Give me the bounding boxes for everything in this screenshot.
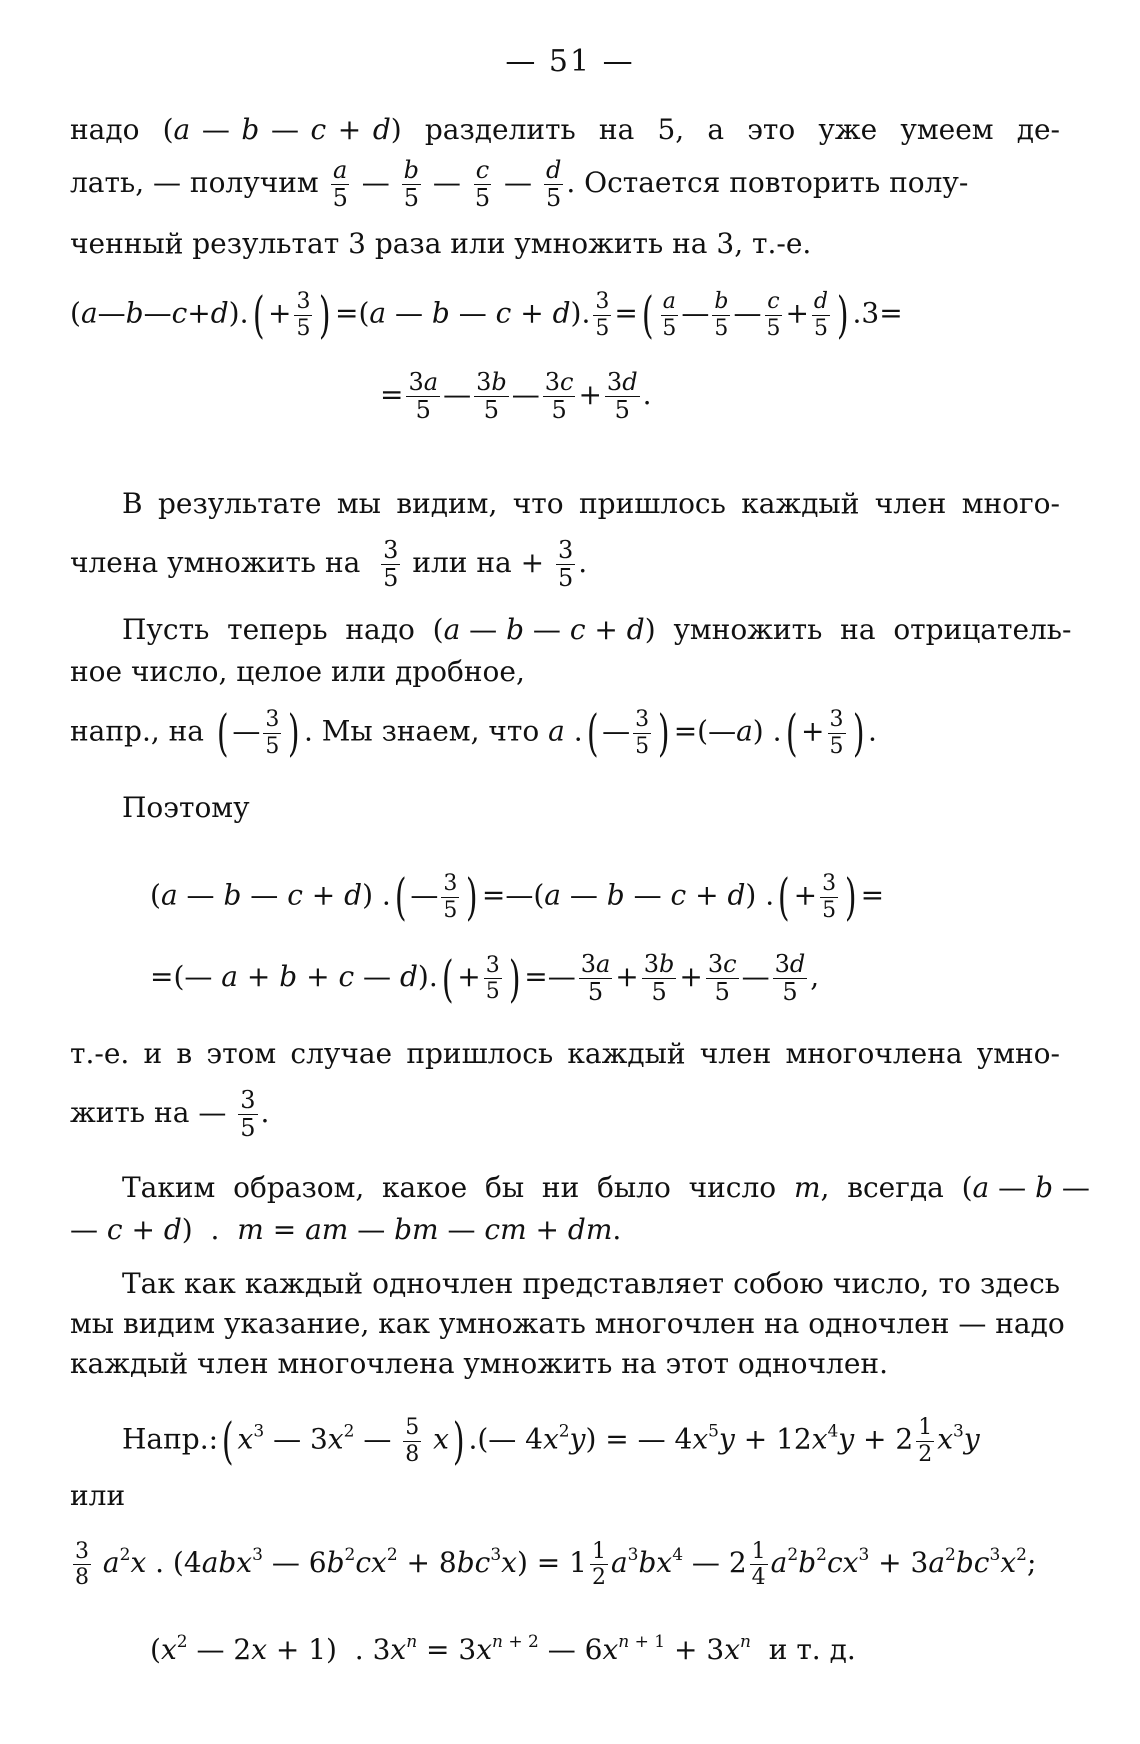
fraction-3-5: $\frac{3}{5}$ xyxy=(557,536,574,593)
equation-1-line-1: (a—b—c+d).( + $\frac{3}{5}$ ) =(a — b — c + d). $\frac{3}{5}$ =( $\frac{a}{5}$ — $\frac{b}{5}$ — $\frac{c}{5}$ + $\frac{d}{5}$ ) .3= xyxy=(70,286,903,344)
example-line-3: ($x^2$ — 2x + 1) . $3x^n = 3x^{n + 2}$ — $6x^{n + 1} + 3x^n$ и т. д. xyxy=(150,1632,856,1666)
equation-1-line-2: = $\frac{3a}{5}$ — $\frac{3b}{5}$ — $\frac{3c}{5}$ + $\frac{3d}{5}$ . xyxy=(380,368,652,425)
equation-2-line-2: =(— a + b + c — d).( + $\frac{3}{5}$ ) =— $\frac{3a}{5}$ + $\frac{3b}{5}$ + $\frac{3c}{5}$ — $\frac{3d}{5}$ , xyxy=(150,949,820,1008)
fraction-b-5: $\frac{b}{5}$ xyxy=(403,156,420,213)
text-line-ili: или xyxy=(70,1479,126,1512)
fraction-a-5: $\frac{a}{5}$ xyxy=(332,156,348,213)
example-line-2: $\frac{3}{8}$ $a^2x$ . (4abx$^3$ — $6b^2cx^2 + 8bc^3x) = 1$ $\frac{1}{2}$ $a^3bx^4$ — 2 $\frac{1}{4}$ $a^2b^2cx^3 + 3a^2bc^3x^2$; xyxy=(75,1539,1037,1591)
text-line-6: Пусть теперь надо (a — b — c + d) умножить на отрицатель- xyxy=(122,613,1072,646)
text-fragment: и т. д. xyxy=(768,1633,856,1666)
text-fragment: члена умножить на xyxy=(70,546,361,580)
text-fragment: лать, — получим xyxy=(70,166,319,200)
text-line-2: лать, — получим $\frac{a}{5}$ — $\frac{b}{5}$ — $\frac{c}{5}$ — $\frac{d}{5}$ . Остается повторить полу- xyxy=(70,156,969,213)
text-line-14: Так как каждый одночлен представляет собою число, то здесь xyxy=(122,1267,1060,1300)
text-fragment: или на xyxy=(412,546,512,580)
fraction-3-5: $\frac{3}{5}$ xyxy=(383,536,399,593)
text-line-10: т.-е. и в этом случае пришлось каждый член многочлена умно- xyxy=(70,1037,1060,1070)
equation-2-line-1: (a — b — c + d) .( — $\frac{3}{5}$ ) =—(a — b — c + d) .( + $\frac{3}{5}$ ) = xyxy=(150,868,885,926)
page-number: — 51 — xyxy=(505,44,635,79)
fraction-d-5: $\frac{d}{5}$ xyxy=(545,156,562,213)
text-line-11: жить на — $\frac{3}{5}$ . xyxy=(70,1086,270,1143)
text-line-1: надо (a — b — c + d) разделить на 5, а это уже умеем де- xyxy=(70,113,1060,146)
text-fragment: . Мы знаем, что xyxy=(303,714,540,748)
text-fragment: напр., на xyxy=(70,714,204,748)
example-label: Напр.: xyxy=(122,1422,219,1456)
text-line-15: мы видим указание, как умножать многочлен на одночлен — надо xyxy=(70,1307,1065,1340)
example-line: Напр.:( $x^3$ — $3x^2$ — $\frac{5}{8}$ x) .(— $4x^2y$) = — $4x^5y + 12x^4y + 2$ $\frac{1}{2}$ $x^3y$ xyxy=(122,1412,980,1470)
text-fragment: . Остается повторить полу- xyxy=(566,166,969,200)
fraction-c-5: $\frac{c}{5}$ xyxy=(474,156,491,213)
text-line-9: Поэтому xyxy=(122,791,250,824)
text-line-13: — c + d) . m = am — bm — cm + dm. xyxy=(70,1213,622,1246)
text-line-7: ное число, целое или дробное, xyxy=(70,655,525,688)
text-line-8: напр., на ( — $\frac{3}{5}$ ) . Мы знаем, что a .( — $\frac{3}{5}$ ) =(—a) .( + $\frac{3}{5}$ ) . xyxy=(70,704,877,762)
text-line-16: каждый член многочлена умножить на этот одночлен. xyxy=(70,1347,888,1380)
text-fragment: жить на xyxy=(70,1096,190,1130)
text-line-4: В результате мы видим, что пришлось каждый член много- xyxy=(122,487,1060,520)
text-line-3: ченный результат 3 раза или умножить на 3, т.-е. xyxy=(70,227,812,260)
fraction-3-5: $\frac{3}{5}$ xyxy=(240,1086,256,1143)
text-line-12: Таким образом, какое бы ни было число m, всегда (a — b — xyxy=(122,1171,1090,1204)
text-line-5: члена умножить на $\frac{3}{5}$ или на + $\frac{3}{5}$ . xyxy=(70,536,588,593)
